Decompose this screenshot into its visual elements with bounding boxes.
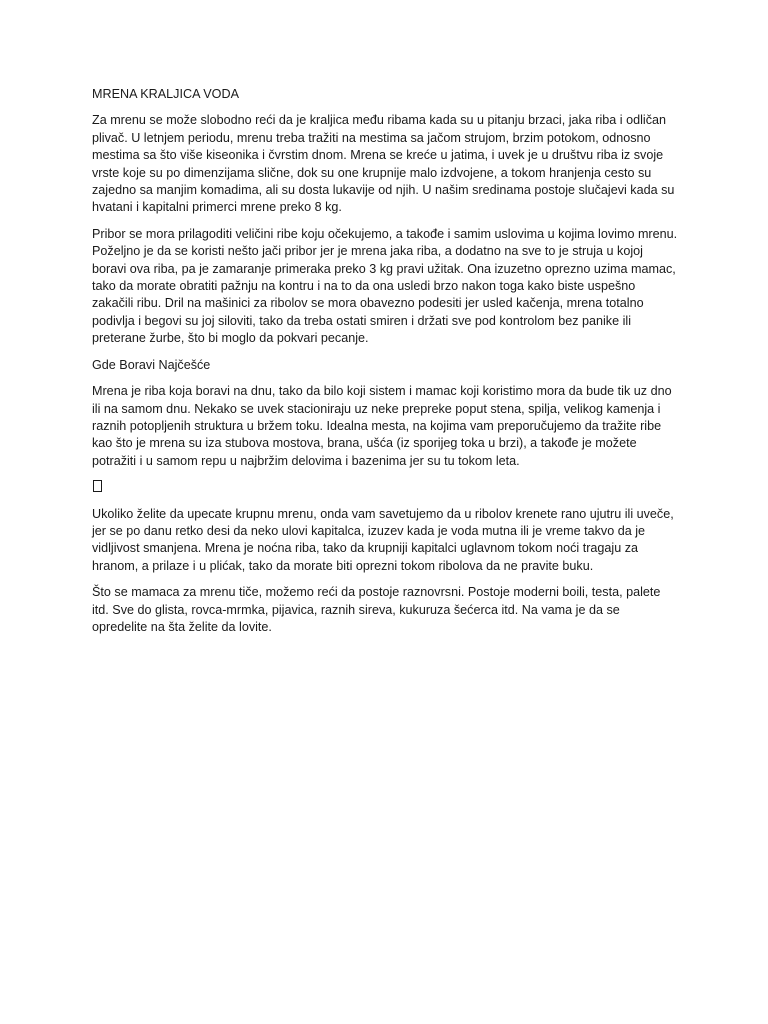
- paragraph-timing: Ukoliko želite da upecate krupnu mrenu, onda vam savetujemo da u ribolov krenete rano ujutru ili uveče, jer se po danu retko desi da neko ulovi kapitalca, izuzev kada je voda mutna ili je vreme takvo da je vidljivost smanjena. Mrena je noćna riba, tako da krupniji kapitalci uglavnom tokom noći tragaju za hranom, a prilaze i u plićak, tako da morate biti oprezni tokom ribolova da ne pravite buku.: [92, 506, 674, 573]
- document-title: MRENA KRALJICA VODA: [92, 87, 239, 101]
- paragraph-bait: Što se mamaca za mrenu tiče, možemo reći da postoje raznovrsni. Postoje moderni boili, testa, palete itd. Sve do glista, rovca-mrmka, pijavica, raznih sireva, kukuruza šećerca itd. Na vama je da se opredelite na šta želite da lovite.: [92, 585, 661, 634]
- paragraph-tackle: Pribor se mora prilagoditi veličini ribe koju očekujemo, a takođe i samim uslovima u kojima lovimo mrenu. Poželjno je da se koristi nešto jači pribor jer je mrena jaka riba, a dodatno na sve to je struja u kojoj boravi ova riba, pa je zamaranje primeraka preko 3 kg pravi užitak. Ona izuzetno oprezno uzima mamac, tako da morate obratiti pažnju na kontru i na to da ona usledi brzo nakon toga kako biste uspešno zakačili ribu. Dril na mašinici za ribolov se mora obavezno podesiti jer usled kačenja, mrena totalno podivlja i begovi su joj siloviti, tako da treba ostati smiren i držati sve pod kontrolom bez panike ili preterane žurbe, što bi moglo da pokvari pecanje.: [92, 226, 678, 346]
- section-heading: Gde Boravi Najčešće: [92, 357, 211, 372]
- missing-glyph-icon: [93, 480, 102, 492]
- document-body: [92, 86, 678, 645]
- paragraph-habitat: Mrena je riba koja boravi na dnu, tako da bilo koji sistem i mamac koji koristimo mora da bude tik uz dno ili na samom dnu. Nekako se uvek stacioniraju uz neke prepreke poput stena, spilja, velikog kamenja i raznih potopljenih struktura u bržem toku. Idealna mesta, na kojima vam preporučujemo da tražite ribe kao što je mrena su iza stubova mostova, brana, ušća (iz sporijeg toka u brzi), a takođe je možete potražiti i u samom repu u najbržim delovima i bazenima jer su tu tokom leta.: [92, 384, 672, 468]
- paragraph-intro: Za mrenu se može slobodno reći da je kraljica među ribama kada su u pitanju brzaci, jaka riba i odličan plivač. U letnjem periodu, mrenu treba tražiti na mestima sa jačom strujom, brzim potokom, odnosno mestima sa što više kiseonika i čvrstim dnom. Mrena se kreće u jatima, i uvek je u društvu riba iz svoje vrste koje su po dimenzijama slične, dok su one krupnije malo izdvojene, a tokom hranjenja cesto su zajedno sa manjim komadima, ali su dosta lukavije od njih. U našim sredinama postoje slučajevi kada su hvatani i kapitalni primerci mrene preko 8 kg.: [92, 113, 675, 215]
- missing-glyph-line: [92, 479, 678, 496]
